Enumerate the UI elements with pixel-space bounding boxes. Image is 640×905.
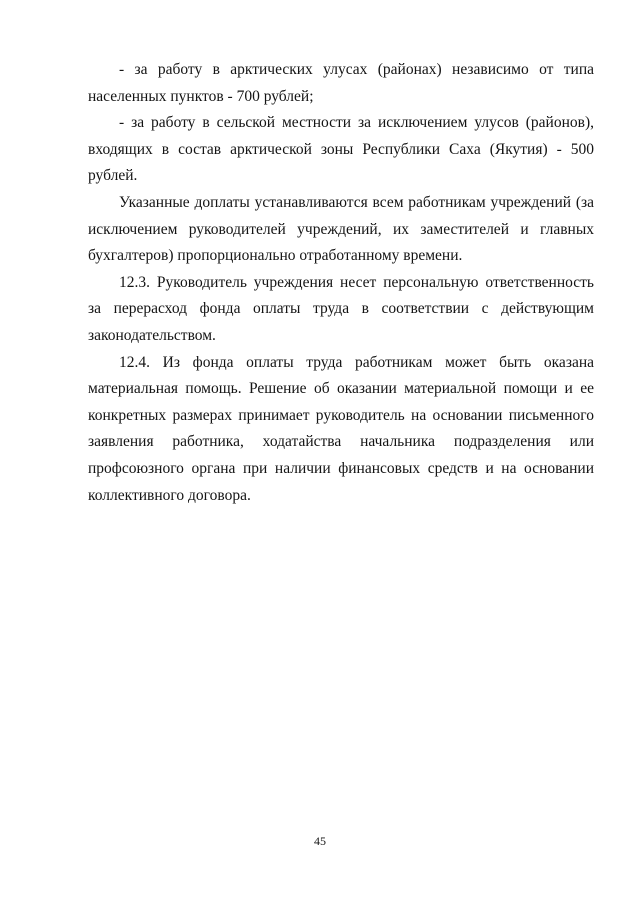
document-body <box>88 57 594 509</box>
paragraph-rural-allowance: - за работу в сельской местности за исключением улусов (районов), входящих в состав арктической зоны Республики Саха (Якутия) - 500 рублей. <box>88 114 594 185</box>
paragraph-clause-12-3: 12.3. Руководитель учреждения несет персональную ответственность за перерасход фонда оплаты труда в соответствии с действующим законодательством. <box>88 273 594 344</box>
paragraph-arctic-allowance: - за работу в арктических улусах (районах) независимо от типа населенных пунктов - 700 рублей; <box>88 61 594 105</box>
paragraph-allowance-scope: Указанные доплаты устанавливаются всем работникам учреждений (за исключением руководителей учреждений, их заместителей и главных бухгалтеров) пропорционально отработанному времени. <box>88 193 594 265</box>
paragraph-clause-12-4: 12.4. Из фонда оплаты труда работникам может быть оказана материальная помощь. Решение об оказании материальной помощи и ее конкретных размерах принимает руководитель на основании письменного заявления работника, ходатайства начальника подразделения или профсоюзного органа при наличии финансовых средств и на основании коллективного договора. <box>88 353 594 504</box>
page-number: 45 <box>314 834 326 848</box>
